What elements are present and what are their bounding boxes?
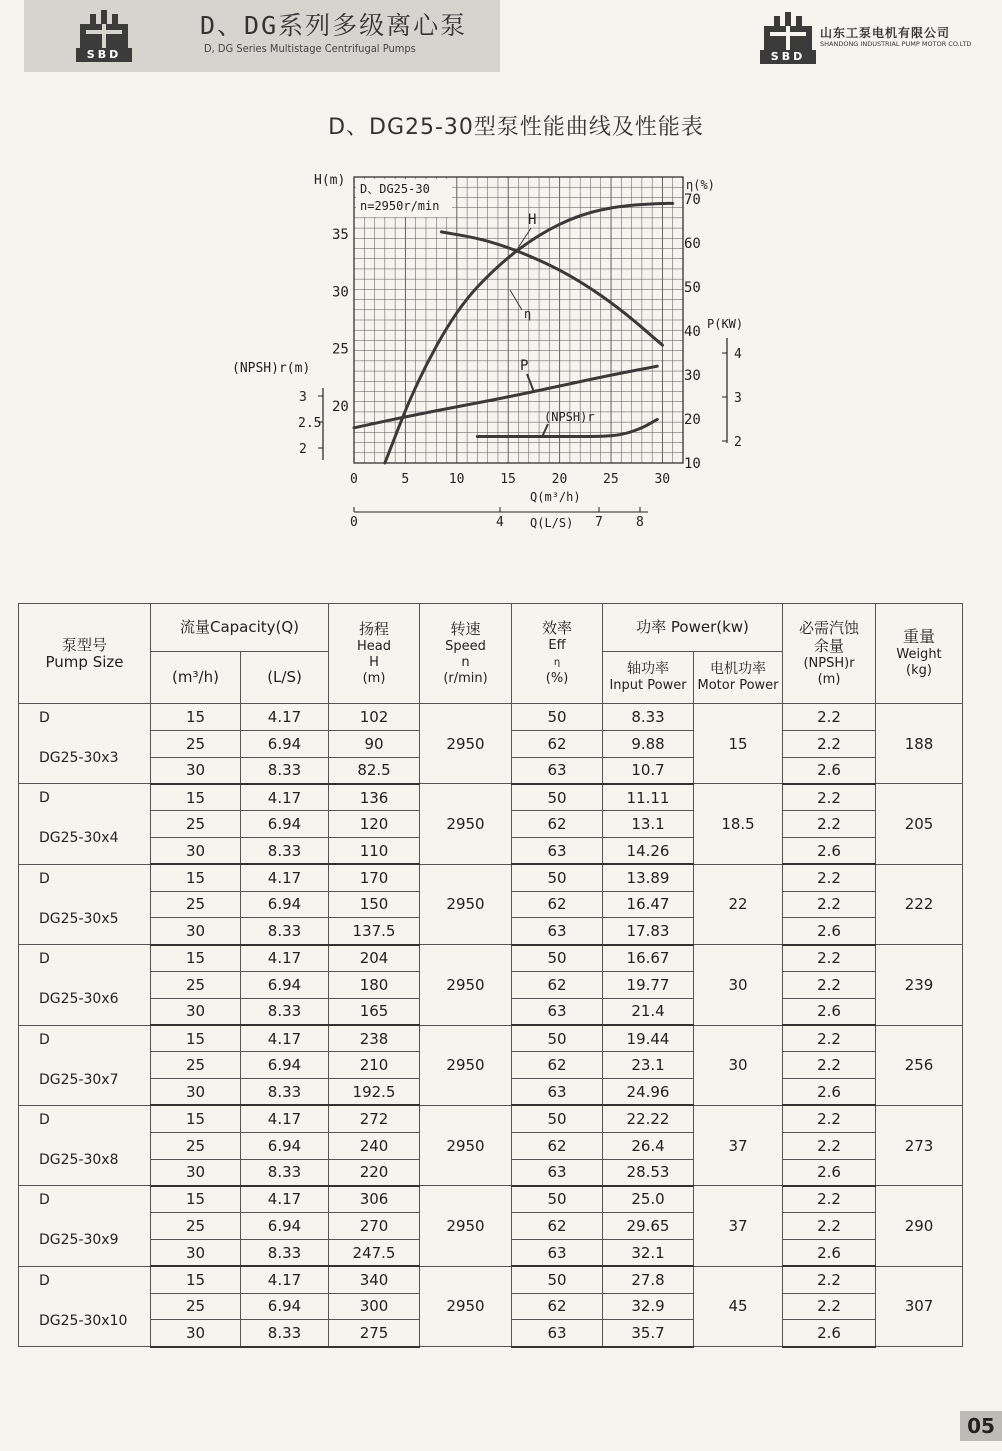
h-tick-label: 30 [332,284,349,301]
pump-model: D DG25-30x9 [19,1186,151,1266]
table-row [19,945,963,972]
eff-tick-label: 60 [684,236,701,252]
ls-tick-label: 7 [595,515,603,530]
pump-model: D DG25-30x8 [19,1105,151,1185]
h-axis-label: H(m) [314,173,346,188]
page-title: D、DG25-30型泵性能曲线及性能表 [328,115,704,140]
table-cell: 32.1 [603,1239,694,1266]
weight-cell: 239 [876,945,963,1025]
table-cell: 29.65 [603,1213,694,1240]
table-cell: 6.94 [241,971,329,998]
header-efficiency: 效率 Eff η (%) [512,604,603,704]
factory-icon [760,12,816,50]
table-cell: 62 [512,1293,603,1320]
efficiency-curve-label: η [524,307,532,321]
weight-cell: 256 [876,1025,963,1105]
npsh-tick-label: 3 [299,390,307,405]
table-cell: 62 [512,1213,603,1240]
speed-cell: 2950 [420,784,512,864]
table-cell: 50 [512,864,603,891]
motor-power-cell: 30 [694,1025,783,1105]
table-cell: 62 [512,891,603,918]
table-row [19,1105,963,1132]
table-cell: 11.11 [603,784,694,811]
table-cell: 102 [329,704,420,731]
table-cell: 50 [512,704,603,731]
chart-subtitle: n=2950r/min [360,199,440,213]
performance-chart [220,160,760,540]
x-axis-label: Q(m³/h) [530,490,581,504]
performance-table [18,603,963,1348]
table-cell: 2.6 [783,918,876,945]
logo-text: SBD [760,50,816,64]
series-title: D、DG系列多级离心泵 [200,11,468,40]
head-curve-label: H [528,212,537,228]
table-cell: 21.4 [603,998,694,1025]
x-tick-label: 0 [350,472,358,487]
table-cell: 238 [329,1025,420,1052]
table-cell: 30 [151,998,241,1025]
table-cell: 50 [512,784,603,811]
table-cell: 210 [329,1052,420,1079]
table-cell: 23.1 [603,1052,694,1079]
motor-power-cell: 37 [694,1105,783,1185]
speed-cell: 2950 [420,704,512,784]
table-cell: 30 [151,1079,241,1106]
header-power: 功率 Power(kw) [603,604,783,652]
table-cell: 63 [512,1079,603,1106]
table-cell: 25 [151,891,241,918]
table-cell: 4.17 [241,864,329,891]
table-cell: 62 [512,811,603,838]
table-cell: 120 [329,811,420,838]
motor-power-cell: 45 [694,1266,783,1346]
table-cell: 25 [151,1213,241,1240]
table-cell: 2.6 [783,757,876,784]
table-cell: 275 [329,1320,420,1347]
table-cell: 8.33 [241,757,329,784]
table-cell: 8.33 [241,1079,329,1106]
eff-tick-label: 20 [684,412,701,428]
table-cell: 15 [151,784,241,811]
table-cell: 4.17 [241,1025,329,1052]
npsh-axis-label: (NPSH)r(m) [232,361,311,376]
table-cell: 8.33 [241,998,329,1025]
table-cell: 62 [512,971,603,998]
x-tick-label: 15 [500,472,516,487]
table-cell: 2.2 [783,971,876,998]
table-cell: 63 [512,998,603,1025]
table-cell: 10.7 [603,757,694,784]
motor-power-cell: 15 [694,704,783,784]
factory-icon [76,10,132,48]
table-row [19,704,963,731]
table-cell: 14.26 [603,837,694,864]
header-capacity: 流量Capacity(Q) [151,604,329,652]
table-cell: 4.17 [241,1186,329,1213]
table-cell: 30 [151,1159,241,1186]
table-cell: 50 [512,945,603,972]
npsh-tick-label: 2.5 [298,416,322,431]
table-cell: 50 [512,1186,603,1213]
table-cell: 340 [329,1266,420,1293]
table-cell: 8.33 [241,1320,329,1347]
table-cell: 50 [512,1266,603,1293]
table-cell: 62 [512,1052,603,1079]
table-cell: 8.33 [241,837,329,864]
table-cell: 2.6 [783,1320,876,1347]
weight-cell: 188 [876,704,963,784]
power-curve-label: P [520,358,529,374]
table-cell: 220 [329,1159,420,1186]
ls-axis-label: Q(L/S) [530,516,574,530]
header-input-power: 轴功率 Input Power [603,652,694,704]
table-cell: 2.2 [783,891,876,918]
eff-tick-label: 10 [684,456,701,472]
table-cell: 62 [512,730,603,757]
npsh-label-leader [542,424,548,437]
speed-cell: 2950 [420,864,512,944]
table-cell: 8.33 [241,1159,329,1186]
table-row [19,1266,963,1293]
table-cell: 15 [151,945,241,972]
table-cell: 110 [329,837,420,864]
table-cell: 272 [329,1105,420,1132]
table-cell: 6.94 [241,1213,329,1240]
table-cell: 63 [512,918,603,945]
eff-tick-label: 40 [684,324,701,340]
table-cell: 2.2 [783,704,876,731]
table-cell: 50 [512,1025,603,1052]
table-cell: 4.17 [241,784,329,811]
table-row [19,1186,963,1213]
series-subtitle: D, DG Series Multistage Centrifugal Pumps [204,42,416,55]
power-tick-label: 4 [734,347,742,362]
table-cell: 306 [329,1186,420,1213]
table-cell: 8.33 [241,1239,329,1266]
eff-tick-label: 70 [684,192,701,208]
header-head: 扬程 Head H (m) [329,604,420,704]
npsh-curve-label: (NPSH)r [544,410,595,424]
power-label-leader [527,374,534,392]
ls-tick-label: 4 [496,515,504,530]
table-cell: 270 [329,1213,420,1240]
motor-power-cell: 30 [694,945,783,1025]
table-cell: 170 [329,864,420,891]
table-cell: 25 [151,1132,241,1159]
table-cell: 13.89 [603,864,694,891]
header-npsh: 必需汽蚀 余量 (NPSH)r (m) [783,604,876,704]
table-cell: 6.94 [241,891,329,918]
table-cell: 63 [512,1239,603,1266]
table-cell: 4.17 [241,945,329,972]
power-curve [354,366,657,428]
table-cell: 30 [151,1320,241,1347]
eff-label-leader [510,290,522,310]
table-cell: 15 [151,704,241,731]
eff-tick-label: 30 [684,368,701,384]
table-cell: 17.83 [603,918,694,945]
table-cell: 2.2 [783,864,876,891]
table-cell: 2.2 [783,811,876,838]
table-cell: 2.2 [783,1186,876,1213]
table-cell: 2.2 [783,1132,876,1159]
table-cell: 2.2 [783,784,876,811]
table-cell: 2.6 [783,998,876,1025]
table-cell: 2.2 [783,1025,876,1052]
table-cell: 6.94 [241,1132,329,1159]
table-cell: 150 [329,891,420,918]
table-cell: 50 [512,1105,603,1132]
weight-cell: 205 [876,784,963,864]
motor-power-cell: 18.5 [694,784,783,864]
table-row [19,784,963,811]
table-cell: 15 [151,1105,241,1132]
table-cell: 90 [329,730,420,757]
table-cell: 8.33 [603,704,694,731]
x-tick-label: 30 [654,472,671,487]
table-cell: 30 [151,837,241,864]
x-tick-label: 10 [448,472,465,487]
table-cell: 63 [512,1159,603,1186]
pump-model: D DG25-30x4 [19,784,151,864]
speed-cell: 2950 [420,1105,512,1185]
table-cell: 2.2 [783,1052,876,1079]
pump-model: D DG25-30x10 [19,1266,151,1346]
table-cell: 82.5 [329,757,420,784]
npsh-tick-label: 2 [299,442,307,457]
weight-cell: 307 [876,1266,963,1346]
weight-cell: 222 [876,864,963,944]
table-cell: 15 [151,864,241,891]
table-cell: 2.6 [783,837,876,864]
ls-tick-label: 8 [636,515,644,530]
table-cell: 25 [151,971,241,998]
ls-tick-label: 0 [350,515,358,530]
table-cell: 2.6 [783,1159,876,1186]
table-cell: 25 [151,811,241,838]
pump-model: D DG25-30x5 [19,864,151,944]
weight-cell: 273 [876,1105,963,1185]
motor-power-cell: 22 [694,864,783,944]
weight-cell: 290 [876,1186,963,1266]
speed-cell: 2950 [420,945,512,1025]
header-speed: 转速 Speed n (r/min) [420,604,512,704]
table-cell: 2.6 [783,1239,876,1266]
table-cell: 19.44 [603,1025,694,1052]
power-tick-label: 3 [734,391,742,406]
table-cell: 2.2 [783,945,876,972]
table-cell: 2.2 [783,730,876,757]
chart-title: D、DG25-30 [360,182,430,196]
header-band [24,0,500,72]
pump-model: D DG25-30x6 [19,945,151,1025]
h-tick-label: 25 [332,341,349,358]
x-tick-label: 5 [401,472,410,487]
pump-model: D DG25-30x7 [19,1025,151,1105]
table-cell: 25.0 [603,1186,694,1213]
eff-tick-label: 50 [684,280,701,296]
table-cell: 63 [512,757,603,784]
table-cell: 240 [329,1132,420,1159]
x-tick-label: 25 [603,472,619,487]
table-cell: 6.94 [241,730,329,757]
sbd-logo [76,10,132,62]
table-cell: 16.47 [603,891,694,918]
header-weight: 重量 Weight (kg) [876,604,963,704]
table-cell: 24.96 [603,1079,694,1106]
company-name-en: SHANDONG INDUSTRIAL PUMP MOTOR CO.LTD [820,40,972,48]
table-cell: 19.77 [603,971,694,998]
table-cell: 4.17 [241,704,329,731]
speed-cell: 2950 [420,1186,512,1266]
logo-text: SBD [76,48,132,62]
table-cell: 62 [512,1132,603,1159]
table-cell: 16.67 [603,945,694,972]
table-cell: 25 [151,1293,241,1320]
table-cell: 192.5 [329,1079,420,1106]
eff-axis-label: η(%) [686,178,715,192]
table-cell: 137.5 [329,918,420,945]
x-tick-label: 20 [551,472,568,487]
table-cell: 27.8 [603,1266,694,1293]
table-cell: 8.33 [241,918,329,945]
table-row [19,1025,963,1052]
table-cell: 4.17 [241,1266,329,1293]
table-cell: 6.94 [241,811,329,838]
table-cell: 63 [512,1320,603,1347]
table-cell: 63 [512,837,603,864]
table-cell: 2.2 [783,1105,876,1132]
table-cell: 15 [151,1266,241,1293]
table-cell: 4.17 [241,1105,329,1132]
table-cell: 6.94 [241,1052,329,1079]
table-cell: 15 [151,1025,241,1052]
table-cell: 32.9 [603,1293,694,1320]
table-cell: 9.88 [603,730,694,757]
h-tick-label: 20 [332,398,349,415]
table-cell: 30 [151,918,241,945]
table-cell: 26.4 [603,1132,694,1159]
table-cell: 35.7 [603,1320,694,1347]
table-cell: 25 [151,1052,241,1079]
table-cell: 22.22 [603,1105,694,1132]
h-tick-label: 35 [332,227,349,244]
table-cell: 2.2 [783,1293,876,1320]
table-cell: 180 [329,971,420,998]
table-cell: 300 [329,1293,420,1320]
company-name-cn: 山东工泵电机有限公司 [820,26,951,40]
table-cell: 30 [151,757,241,784]
table-cell: 2.6 [783,1079,876,1106]
header-capacity-ls: (L/S) [241,652,329,704]
power-tick-label: 2 [734,435,742,450]
table-cell: 25 [151,730,241,757]
table-cell: 15 [151,1186,241,1213]
pump-model: D DG25-30x3 [19,704,151,784]
table-cell: 136 [329,784,420,811]
table-cell: 6.94 [241,1293,329,1320]
speed-cell: 2950 [420,1266,512,1346]
power-axis-label: P(KW) [707,317,744,331]
table-row [19,864,963,891]
table-cell: 28.53 [603,1159,694,1186]
company-logo [760,12,816,64]
header-capacity-m3h: (m³/h) [151,652,241,704]
table-cell: 2.2 [783,1266,876,1293]
table-cell: 204 [329,945,420,972]
speed-cell: 2950 [420,1025,512,1105]
motor-power-cell: 37 [694,1186,783,1266]
table-cell: 165 [329,998,420,1025]
table-cell: 13.1 [603,811,694,838]
header-motor-power: 电机功率 Motor Power [694,652,783,704]
table-cell: 247.5 [329,1239,420,1266]
page-number: 05 [960,1411,1002,1441]
table-cell: 30 [151,1239,241,1266]
header-model: 泵型号 Pump Size [19,604,151,704]
table-cell: 2.2 [783,1213,876,1240]
